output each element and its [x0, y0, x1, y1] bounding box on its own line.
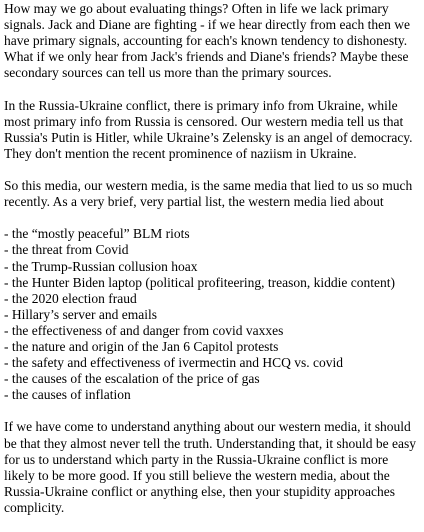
document-body [4, 1, 422, 532]
list-item: - the effectiveness of and danger from covid vaxxes [4, 323, 422, 339]
intro-paragraph: How may we go about evaluating things? Often in life we lack primary signals. Jack and Diane are fighting - if we hear directly from each then we have primary signals, accounting for each's known tendency to dishonesty. What if we only hear from Jack's friends and Diane's friends? Maybe these secondary sources can tell us more than the primary sources. [4, 1, 410, 81]
list-item: - the causes of the escalation of the price of gas [4, 371, 422, 387]
list-item: - the “mostly peaceful” BLM riots [4, 226, 422, 242]
list-item: - the nature and origin of the Jan 6 Capitol protests [4, 339, 422, 355]
closing-paragraph: If we have come to understand anything about our western media, it should be that they almost never tell the truth. Understanding that, it should be easy for us to understand which party in the Russia-Ukraine conflict is more likely to be more good. If you still believe the western media, about the Russia-Ukraine conflict or anything else, then your stupidity approaches complicity. [4, 419, 417, 515]
list-item: - Hillary’s server and emails [4, 307, 422, 323]
lies-list [4, 226, 422, 403]
list-item: - the Trump-Russian collusion hoax [4, 259, 422, 275]
list-item: - the 2020 election fraud [4, 291, 422, 307]
list-item: - the causes of inflation [4, 387, 422, 403]
media-paragraph: So this media, our western media, is the same media that lied to us so much recently. As a very brief, very partial list, the western media lied about [4, 178, 413, 210]
conflict-paragraph: In the Russia-Ukraine conflict, there is primary info from Ukraine, while most primary info from Russia is censored. Our western media tell us that Russia's Putin is Hitler, while Ukraine’s Zelensky is an angel of democracy. They don't mention the recent prominence of naziism in Ukraine. [4, 97, 413, 161]
list-item: - the safety and effectiveness of ivermectin and HCQ vs. covid [4, 355, 422, 371]
list-item: - the Hunter Biden laptop (political profiteering, treason, kiddie content) [4, 275, 422, 291]
list-item: - the threat from Covid [4, 242, 422, 258]
